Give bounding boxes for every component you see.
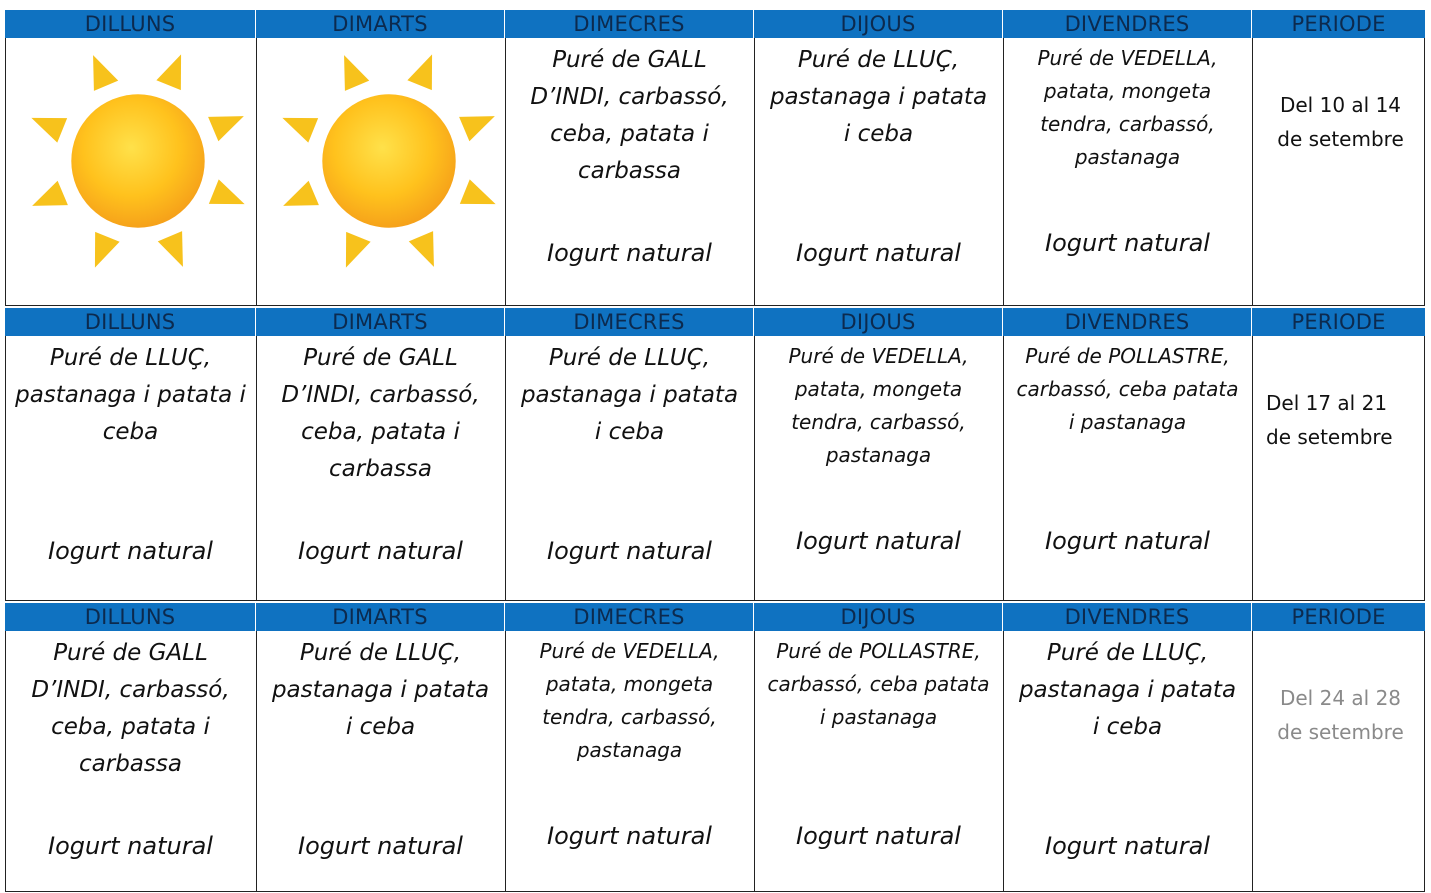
header-dimarts: DIMARTS (256, 603, 504, 631)
header-dijous: DIJOUS (754, 603, 1002, 631)
header-periode: PERIODE (1252, 308, 1425, 336)
meal-dessert: Iogurt natural (796, 527, 961, 555)
meal-main: Puré de LLUÇ, pastanaga i patata i ceba (769, 47, 988, 147)
period-label: Del 17 al 21 de setembre (1266, 391, 1393, 449)
period-label: Del 10 al 14 de setembre (1277, 93, 1404, 151)
meal-dessert: Iogurt natural (298, 832, 463, 860)
meal-main: Puré de GALL D’INDI, carbassó, ceba, patata i carbassa (31, 640, 230, 777)
meal-dessert: Iogurt natural (1045, 832, 1210, 860)
weekly-menu-table (5, 10, 1425, 891)
meal-main: Puré de POLLASTRE, carbassó, ceba patata i pastanaga (767, 639, 990, 729)
meal-dessert: Iogurt natural (48, 832, 213, 860)
grid-line (5, 631, 6, 891)
grid-line (505, 38, 506, 305)
meal-main: Puré de LLUÇ, pastanaga i patata i ceba (1018, 640, 1237, 740)
meal-main: Puré de LLUÇ, pastanaga i patata i ceba (271, 640, 490, 740)
grid-line (1252, 336, 1253, 600)
header-dijous: DIJOUS (754, 10, 1002, 38)
grid-line (5, 305, 1425, 306)
meal-dessert: Iogurt natural (547, 822, 712, 850)
meal-dessert: Iogurt natural (796, 822, 961, 850)
sun-icon (23, 46, 253, 280)
grid-line (1003, 336, 1004, 600)
header-dimecres: DIMECRES (505, 603, 753, 631)
meal-dessert: Iogurt natural (1045, 229, 1210, 257)
meal-dessert: Iogurt natural (1045, 527, 1210, 555)
meal-main: Puré de GALL D’INDI, carbassó, ceba, patata i carbassa (281, 345, 480, 482)
header-dimarts: DIMARTS (256, 10, 504, 38)
sun-icon (274, 46, 504, 280)
meal-dessert: Iogurt natural (796, 239, 961, 267)
meal-main: Puré de VEDELLA, patata, mongeta tendra, carbassó, pastanaga (788, 344, 969, 467)
grid-line (256, 631, 257, 891)
grid-line (1003, 38, 1004, 305)
meal-main: Puré de GALL D’INDI, carbassó, ceba, patata i carbassa (530, 47, 729, 184)
period-label: Del 24 al 28 de setembre (1277, 686, 1404, 744)
grid-line (754, 336, 755, 600)
meal-main: Puré de POLLASTRE, carbassó, ceba patata i pastanaga (1016, 344, 1239, 434)
grid-line (5, 891, 1425, 892)
grid-line (1252, 38, 1253, 305)
meal-main: Puré de LLUÇ, pastanaga i patata i ceba (15, 345, 246, 445)
header-divendres: DIVENDRES (1003, 308, 1251, 336)
grid-line (256, 336, 257, 600)
meal-dessert: Iogurt natural (547, 239, 712, 267)
header-divendres: DIVENDRES (1003, 603, 1251, 631)
grid-line (1003, 631, 1004, 891)
grid-line (256, 38, 257, 305)
grid-line (1424, 336, 1425, 600)
meal-main: Puré de LLUÇ, pastanaga i patata i ceba (520, 345, 739, 445)
meal-dessert: Iogurt natural (298, 537, 463, 565)
grid-line (505, 336, 506, 600)
header-dijous: DIJOUS (754, 308, 1002, 336)
meal-dessert: Iogurt natural (547, 537, 712, 565)
grid-line (5, 38, 6, 305)
header-periode: PERIODE (1252, 10, 1425, 38)
grid-line (754, 631, 755, 891)
grid-line (754, 38, 755, 305)
grid-line (505, 631, 506, 891)
meal-dessert: Iogurt natural (48, 537, 213, 565)
grid-line (5, 600, 1425, 601)
grid-line (1252, 631, 1253, 891)
header-dimarts: DIMARTS (256, 308, 504, 336)
meal-main: Puré de VEDELLA, patata, mongeta tendra, carbassó, pastanaga (539, 639, 720, 762)
grid-line (1424, 631, 1425, 891)
header-periode: PERIODE (1252, 603, 1425, 631)
header-dilluns: DILLUNS (5, 603, 255, 631)
header-dimecres: DIMECRES (505, 308, 753, 336)
header-divendres: DIVENDRES (1003, 10, 1251, 38)
header-dilluns: DILLUNS (5, 10, 255, 38)
meal-main: Puré de VEDELLA, patata, mongeta tendra, carbassó, pastanaga (1037, 46, 1218, 169)
header-dimecres: DIMECRES (505, 10, 753, 38)
grid-line (5, 336, 6, 600)
header-dilluns: DILLUNS (5, 308, 255, 336)
grid-line (1424, 38, 1425, 305)
